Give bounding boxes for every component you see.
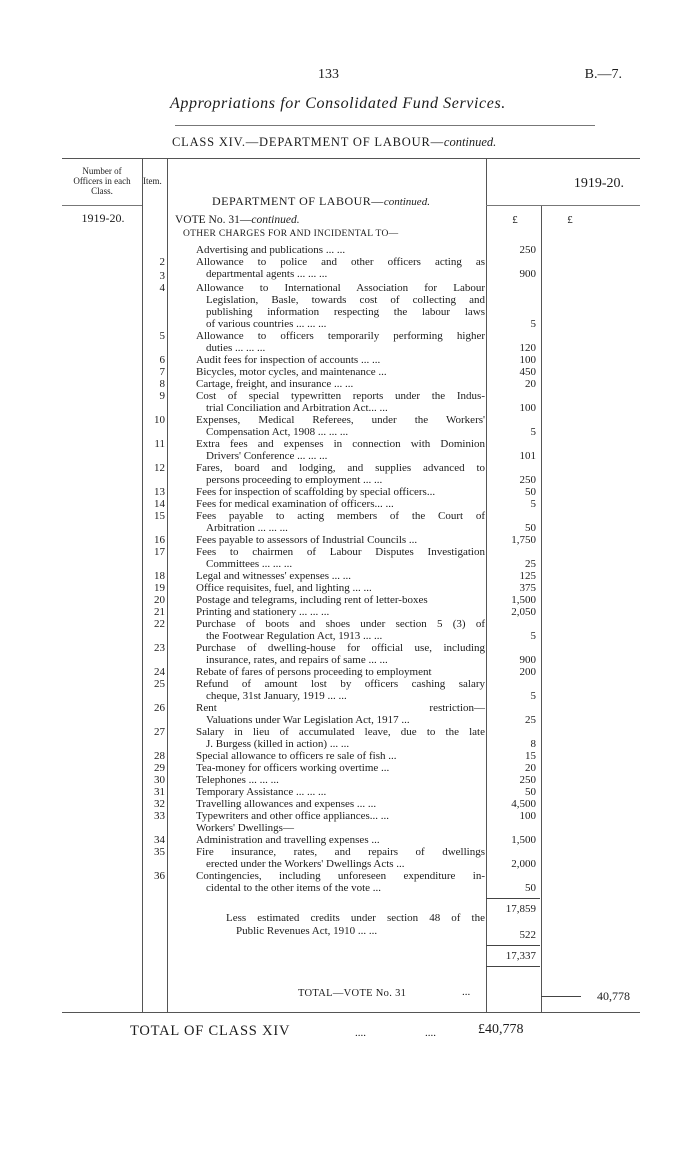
item-amount: 5	[530, 318, 536, 330]
item-description-line: Special allowance to officers re sale of fish ...	[196, 750, 397, 762]
item-description-line: Temporary Assistance ... ... ...	[196, 786, 327, 798]
item-description-line: Postage and telegrams, including rent of letter-boxes	[196, 594, 428, 606]
item-number: 10	[154, 414, 165, 426]
item-description-line: Fees for medical examination of officers... ...	[196, 498, 394, 510]
item-description-line: Bicycles, motor cycles, and maintenance ...	[196, 366, 387, 378]
header-rule	[175, 125, 595, 126]
class-total-dots: ....	[425, 1027, 436, 1039]
item-amount: 5	[530, 690, 536, 702]
item-amount: 200	[519, 666, 536, 678]
less-credits-line: Public Revenues Act, 1910 ... ...	[236, 925, 378, 937]
item-amount: 100	[519, 810, 536, 822]
item-number: 4	[159, 282, 165, 294]
item-description-line: Workers' Dwellings—	[196, 822, 294, 834]
item-description-line: J. Burgess (killed in action) ... ...	[206, 738, 350, 750]
item-number: 27	[154, 726, 165, 738]
item-number: 8	[159, 378, 165, 390]
item-amount: 5	[530, 630, 536, 642]
officers-header-line: Class.	[91, 186, 113, 196]
item-description-line: Advertising and publications ... ...	[196, 244, 346, 256]
item-amount: 1,750	[511, 534, 536, 546]
item-amount: 15	[525, 750, 536, 762]
officers-year: 1919-20.	[81, 211, 125, 225]
item-amount: 5	[530, 498, 536, 510]
item-description-line: Rebate of fares of persons proceeding to employment	[196, 666, 432, 678]
total-vote-amount: 40,778	[597, 989, 630, 1003]
item-description-line: of various countries ... ... ...	[206, 318, 327, 330]
item-description-line: Expenses, Medical Referees, under the Workers'	[196, 414, 485, 426]
net-bottom-rule	[486, 966, 540, 967]
total-vote-label: TOTAL—VOTE No. 31	[298, 988, 407, 999]
item-description-line: Purchase of dwelling-house for official use, including	[196, 642, 485, 654]
item-number: 19	[154, 582, 165, 594]
item-number: 28	[154, 750, 165, 762]
item-description-line: the Footwear Regulation Act, 1913 ... ...	[206, 630, 383, 642]
item-number: 21	[154, 606, 165, 618]
item-description-line: Rent restriction—	[196, 702, 485, 714]
item-description-line: Fees for inspection of scaffolding by special officers...	[196, 486, 436, 498]
item-description-line: cheque, 31st January, 1919 ... ...	[206, 690, 347, 702]
item-description-line: persons proceeding to employment ... ...	[206, 474, 383, 486]
item-description-line: Cartage, freight, and insurance ... ...	[196, 378, 354, 390]
item-description-line: Allowance to International Association for Labour	[196, 282, 485, 294]
item-description-line: Fares, board and lodging, and supplies advanced to	[196, 462, 485, 474]
item-description-line: Salary in lieu of accumulated leave, due to the late	[196, 726, 485, 738]
item-description-line: Legal and witnesses' expenses ... ...	[196, 570, 352, 582]
item-number: 20	[154, 594, 165, 606]
item-number: 29	[154, 762, 165, 774]
class-total-label: TOTAL OF CLASS XIV	[130, 1023, 291, 1039]
item-number: 2	[159, 256, 165, 268]
page-title: Appropriations for Consolidated Fund Services.	[170, 95, 506, 112]
item-number: 35	[154, 846, 165, 858]
item-amount: 25	[525, 558, 536, 570]
item-description-line: Administration and travelling expenses ...	[196, 834, 380, 846]
item-number: 15	[154, 510, 165, 522]
item-amount: 900	[519, 268, 536, 280]
item-description-line: Valuations under War Legislation Act, 1917 ...	[206, 714, 410, 726]
item-amount: 1,500	[511, 834, 536, 846]
item-amount: 900	[519, 654, 536, 666]
department-heading	[212, 194, 430, 209]
item-amount: 450	[519, 366, 536, 378]
col-rule-text	[486, 158, 487, 1012]
vote-heading-italic: continued.	[251, 214, 300, 226]
item-amount: 250	[519, 244, 536, 256]
total-vote-dots: ...	[462, 986, 471, 998]
item-description-line: Extra fees and expenses in connection with Dominion	[196, 438, 485, 450]
department-heading-italic: continued.	[383, 196, 430, 208]
item-number: 12	[154, 462, 165, 474]
item-description-line: publishing information respecting the labour laws	[206, 306, 485, 318]
item-description-line: erected under the Workers' Dwellings Acts ...	[206, 858, 405, 870]
item-number: 5	[159, 330, 165, 342]
item-amount: 250	[519, 474, 536, 486]
page-number: 133	[318, 67, 339, 82]
subtotal-amount: 17,859	[505, 903, 536, 915]
item-amount: 50	[525, 486, 536, 498]
item-number: 24	[154, 666, 165, 678]
vote-heading	[175, 214, 300, 226]
item-number: 11	[154, 438, 165, 450]
item-amount: 1,500	[511, 594, 536, 606]
table-top-rule	[62, 158, 640, 159]
item-number: 31	[154, 786, 165, 798]
item-amount: 2,000	[511, 858, 536, 870]
pound-sign-totals: £	[567, 214, 573, 226]
item-description-line: Typewriters and other office appliances... ...	[196, 810, 389, 822]
item-description-line: Purchase of boots and shoes under section 5 (3) of	[196, 618, 485, 630]
item-number: 17	[154, 546, 165, 558]
item-amount: 20	[525, 762, 536, 774]
item-amount: 125	[519, 570, 536, 582]
document-code: B.—7.	[584, 67, 622, 82]
class-total-amount: £40,778	[478, 1022, 524, 1037]
item-description-line: Fees payable to acting members of the Court of	[196, 510, 485, 522]
col-rule-item	[167, 158, 168, 1012]
item-number: 23	[154, 642, 165, 654]
class-total-dots: ....	[355, 1027, 366, 1039]
officers-header-line: Number of	[82, 166, 122, 176]
item-amount: 50	[525, 786, 536, 798]
item-amount: 25	[525, 714, 536, 726]
item-description-line: Fire insurance, rates, and repairs of dwellings	[196, 846, 485, 858]
year-column-header: 1919-20.	[573, 176, 624, 191]
item-number: 14	[154, 498, 165, 510]
item-number: 6	[159, 354, 165, 366]
officers-header-rule	[62, 205, 142, 206]
item-number: 32	[154, 798, 165, 810]
subtotal-rule	[486, 898, 540, 899]
item-description-line: Drivers' Conference ... ... ...	[206, 450, 328, 462]
department-heading-text: DEPARTMENT OF LABOUR—	[212, 194, 384, 208]
item-amount: 100	[519, 354, 536, 366]
year-header-rule	[486, 205, 640, 206]
item-description-line: departmental agents ... ... ...	[206, 268, 328, 280]
item-description-line: Printing and stationery ... ... ...	[196, 606, 330, 618]
item-number: 7	[159, 366, 165, 378]
item-amount: 5	[530, 426, 536, 438]
item-description-line: Office requisites, fuel, and lighting ... ...	[196, 582, 372, 594]
item-number: 30	[154, 774, 165, 786]
less-credits-amount: 522	[519, 929, 536, 941]
net-amount: 17,337	[505, 950, 536, 962]
item-number: 18	[154, 570, 165, 582]
vote-heading-text: VOTE No. 31—	[175, 214, 252, 226]
item-amount: 20	[525, 378, 536, 390]
item-amount: 8	[530, 738, 536, 750]
item-amount: 50	[525, 882, 536, 894]
item-description-line: cidental to the other items of the vote ...	[206, 882, 382, 894]
item-description-line: Allowance to officers temporarily performing higher	[196, 330, 485, 342]
item-number: 25	[154, 678, 165, 690]
col-rule-amount	[541, 205, 542, 1012]
item-description-line: Contingencies, including unforeseen expenditure in-	[196, 870, 485, 882]
item-number: 26	[154, 702, 165, 714]
net-rule	[486, 945, 540, 946]
item-description-line: Legislation, Basle, towards cost of collecting and	[206, 294, 485, 306]
item-description-line: Fees payable to assessors of Industrial Councils ...	[196, 534, 418, 546]
officers-column-header	[62, 166, 142, 196]
item-description-line: Travelling allowances and expenses ... ...	[196, 798, 377, 810]
item-number: 36	[154, 870, 165, 882]
item-amount: 101	[519, 450, 536, 462]
item-amount: 50	[525, 522, 536, 534]
pound-sign-items: £	[512, 214, 518, 226]
item-amount: 250	[519, 774, 536, 786]
item-amount: 100	[519, 402, 536, 414]
class-title-italic: continued.	[443, 135, 497, 149]
item-description-line: Allowance to police and other officers acting as	[196, 256, 485, 268]
table-bottom-rule	[62, 1012, 640, 1013]
item-number: 33	[154, 810, 165, 822]
item-description-line: Fees to chairmen of Labour Disputes Investigation	[196, 546, 485, 558]
item-number: 13	[154, 486, 165, 498]
item-number: 22	[154, 618, 165, 630]
item-description-line: Audit fees for inspection of accounts ... ...	[196, 354, 381, 366]
class-title-text: CLASS XIV.—DEPARTMENT OF LABOUR—	[172, 135, 444, 149]
item-description-line: insurance, rates, and repairs of same ... ...	[206, 654, 388, 666]
other-charges-heading: OTHER CHARGES FOR AND INCIDENTAL TO—	[183, 229, 399, 239]
item-number: 3	[159, 270, 165, 282]
item-amount: 2,050	[511, 606, 536, 618]
item-number: 9	[159, 390, 165, 402]
item-description-line: Tea-money for officers working overtime ...	[196, 762, 390, 774]
item-number: 34	[154, 834, 165, 846]
item-description-line: Arbitration ... ... ...	[206, 522, 288, 534]
item-amount: 4,500	[511, 798, 536, 810]
item-amount: 120	[519, 342, 536, 354]
item-description-line: Compensation Act, 1908 ... ... ...	[206, 426, 349, 438]
item-amount: 375	[519, 582, 536, 594]
item-description-line: trial Conciliation and Arbitration Act... ...	[206, 402, 388, 414]
officers-header-line: Officers in each	[73, 176, 131, 186]
less-credits-line: Less estimated credits under section 48 of the	[226, 912, 485, 924]
item-description-line: Refund of amount lost by officers cashing salary	[196, 678, 485, 690]
item-description-line: Telephones ... ... ...	[196, 774, 279, 786]
item-description-line: Committees ... ... ...	[206, 558, 293, 570]
item-column-header: Item.	[143, 176, 162, 186]
class-title	[172, 135, 496, 150]
less-credits	[226, 912, 485, 938]
item-description-line: Cost of special typewritten reports under the Indus-	[196, 390, 485, 402]
item-number: 16	[154, 534, 165, 546]
item-description-line: duties ... ... ...	[206, 342, 266, 354]
